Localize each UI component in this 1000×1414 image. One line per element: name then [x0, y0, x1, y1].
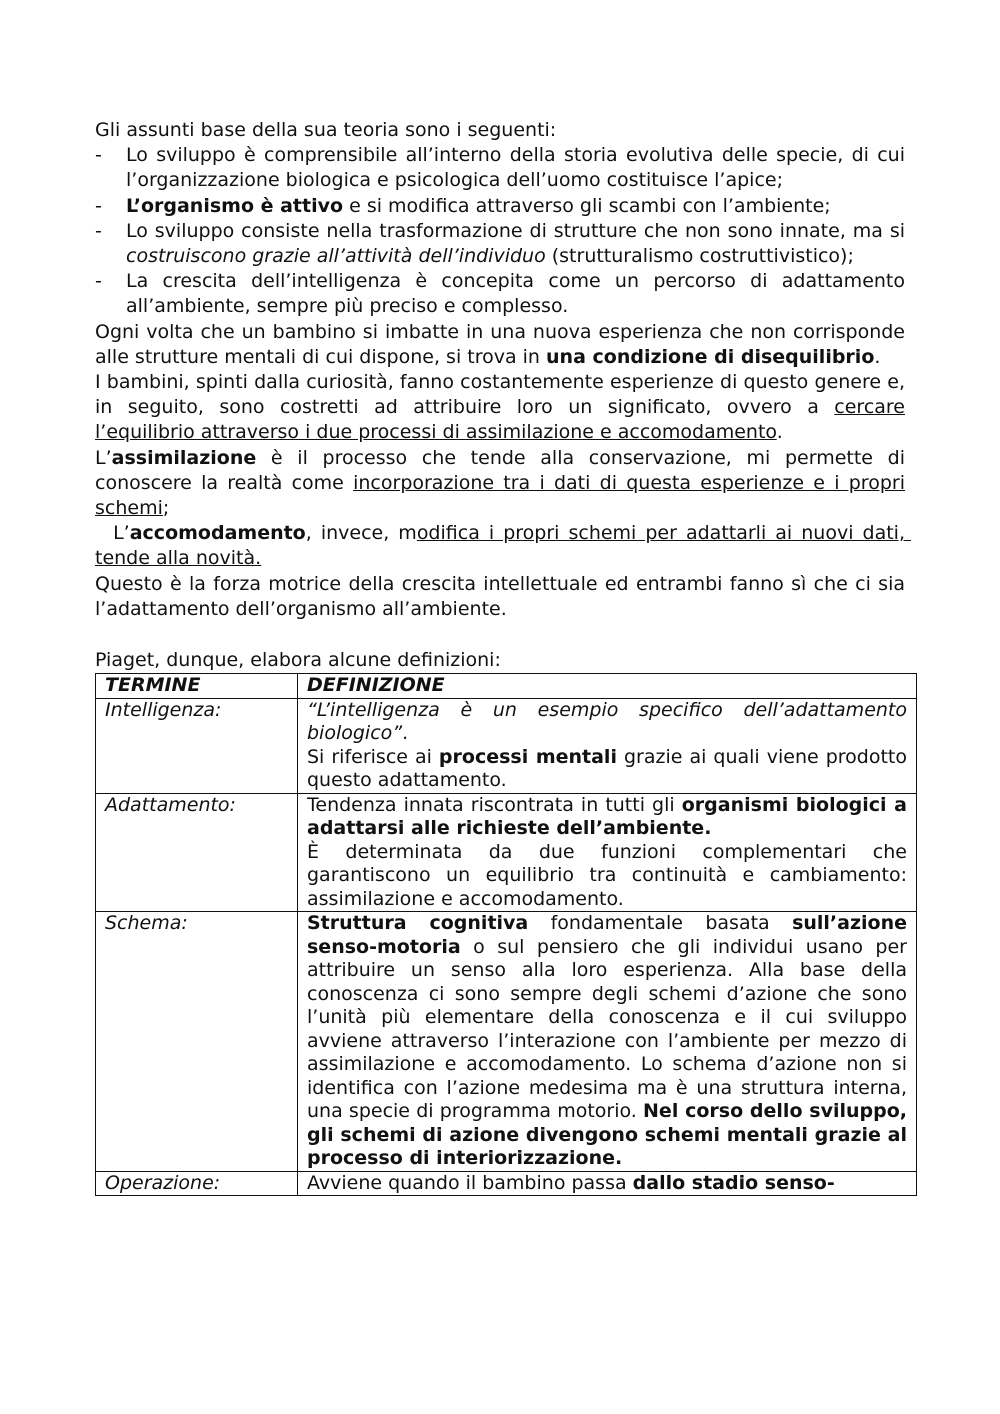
- definition-line: [307, 699, 907, 746]
- list-item: [95, 143, 905, 193]
- bullet-dash: -: [95, 144, 102, 167]
- bullet-text: (strutturalismo costruttivistico);: [545, 245, 854, 268]
- definition-cell: [298, 912, 917, 1172]
- text-run: grazie ai quali viene prodotto questo adattamento.: [307, 745, 907, 792]
- definition-line: [307, 794, 907, 841]
- bullet-dash: -: [95, 194, 102, 217]
- text-run: .: [402, 722, 409, 745]
- text-run: è il processo che tende alla conservazione, mi permette di conoscere la realtà come: [95, 446, 905, 494]
- bold-text: dallo stadio senso-: [632, 1171, 835, 1194]
- text-run: ;: [162, 497, 170, 520]
- text-run: L’: [95, 522, 130, 545]
- text-run: I bambini, spinti dalla curiosità, fanno costantemente esperienze di questo genere e, in seguito, sono costretti ad attribuire loro un significato, ovvero a: [95, 371, 905, 419]
- text-run: Avviene quando il bambino passa: [307, 1171, 633, 1194]
- bold-text: organismi biologici a adattarsi alle richieste dell’ambiente.: [307, 793, 907, 840]
- term-cell: Operazione:: [96, 1171, 298, 1196]
- text-run: o sul pensiero che gli individui usano per attribuire un senso alla loro esperienza. Alla base della conoscenza ci sono sempre degli schemi d’azione che sono l’unità più elementare della conoscenza e il cui sviluppo avviene attraverso l’interazione con l’ambiente per mezzo di assimilazione e accomodamento. Lo schema d’azione non si identifica con l’azione medesima ma è una struttura interna, una specie di programma motorio.: [307, 935, 907, 1123]
- table-row: [96, 912, 917, 1172]
- paragraph-disequilibrio: [95, 320, 905, 370]
- definition-line: È determinata da due funzioni complementari che garantiscono un equilibrio tra continuità e cambiamento: assimilazione e accomodamento.: [307, 840, 907, 910]
- table-row: [96, 793, 917, 912]
- definitions-table: [95, 673, 917, 1196]
- underlined-text: odifica i propri schemi per adattarli ai nuovi dati, tende alla novità.: [95, 522, 912, 570]
- list-item: [95, 219, 905, 269]
- paragraph-equilibrio: [95, 370, 905, 446]
- intro-text: Gli assunti base della sua teoria sono i seguenti:: [95, 119, 557, 141]
- underlined-text: incorporazione tra i dati di questa esperienze e i propri schemi: [95, 471, 905, 520]
- bold-text: processi mentali: [438, 745, 617, 768]
- bold-text: assimilazione: [111, 446, 257, 469]
- table-header-row: [96, 674, 917, 699]
- bullet-dash: -: [95, 219, 102, 242]
- definition-cell: [298, 698, 917, 793]
- text-run: Tendenza innata riscontrata in tutti gli: [307, 793, 682, 816]
- header-definition: DEFINIZIONE: [298, 674, 917, 699]
- text-run: .: [874, 345, 881, 368]
- bullet-dash: -: [95, 270, 102, 293]
- text-run: L’: [95, 446, 112, 469]
- paragraph-forza-motrice: Questo è la forza motrice della crescita intellettuale ed entrambi fanno sì che ci sia l’adattamento dell’organismo all’ambiente.: [95, 572, 905, 620]
- text-run: Ogni volta che un bambino si imbatte in una nuova esperienza che non corrisponde alle strutture mentali di cui dispone, si trova in: [95, 320, 905, 368]
- header-term: TERMINE: [96, 674, 298, 699]
- definition-cell: [298, 793, 917, 912]
- bullet-bold-text: L’organismo è attivo: [126, 194, 344, 217]
- list-item: [95, 194, 905, 219]
- term-cell: Adattamento:: [96, 793, 298, 912]
- bold-text: Nel corso dello sviluppo, gli schemi di azione divengono schemi mentali grazie al processo di interiorizzazione.: [307, 1100, 907, 1170]
- bullet-italic-text: costruiscono grazie all’attività dell’individuo: [126, 245, 546, 268]
- bullet-text: Lo sviluppo è comprensibile all’interno della storia evolutiva delle specie, di cui l’organizzazione biologica e psicologica dell’uomo costituisce l’apice;: [126, 144, 905, 192]
- bold-text: accomodamento: [129, 522, 306, 545]
- table-intro: Piaget, dunque, elabora alcune definizioni:: [95, 649, 501, 672]
- definition-line: [307, 746, 907, 793]
- bullet-text: e si modifica attraverso gli scambi con l’ambiente;: [343, 194, 831, 217]
- underlined-text: cercare l’equilibrio attraverso i due processi di assimilazione e accomodamento: [95, 396, 905, 444]
- text-run: fondamentale basata: [528, 912, 793, 935]
- bold-text: una condizione di disequilibrio: [546, 345, 875, 368]
- bullet-text: Lo sviluppo consiste nella trasformazione di strutture che non sono innate, ma si: [126, 219, 905, 242]
- table-row: [96, 1171, 917, 1196]
- definition-cell: [298, 1171, 917, 1196]
- list-item: [95, 269, 905, 319]
- bullet-text: La crescita dell’intelligenza è concepita come un percorso di adattamento all’ambiente, sempre più preciso e complesso.: [126, 270, 905, 318]
- table-row: [96, 698, 917, 793]
- bold-text: sull’azione senso-motoria: [307, 912, 907, 958]
- spacer: [95, 622, 905, 648]
- bold-text: Struttura cognitiva: [307, 912, 529, 935]
- document-page: [95, 118, 912, 1196]
- text-run: Si riferisce ai: [307, 745, 439, 768]
- text-run: , invece, m: [305, 522, 417, 545]
- term-cell: Schema:: [96, 912, 298, 1172]
- paragraph-accomodamento: [95, 521, 912, 571]
- italic-quote: “L’intelligenza è un esempio specifico dell’adattamento biologico”: [307, 698, 907, 745]
- text-run: .: [776, 421, 783, 444]
- paragraph-assimilazione: [95, 446, 905, 522]
- term-cell: Intelligenza:: [96, 698, 298, 793]
